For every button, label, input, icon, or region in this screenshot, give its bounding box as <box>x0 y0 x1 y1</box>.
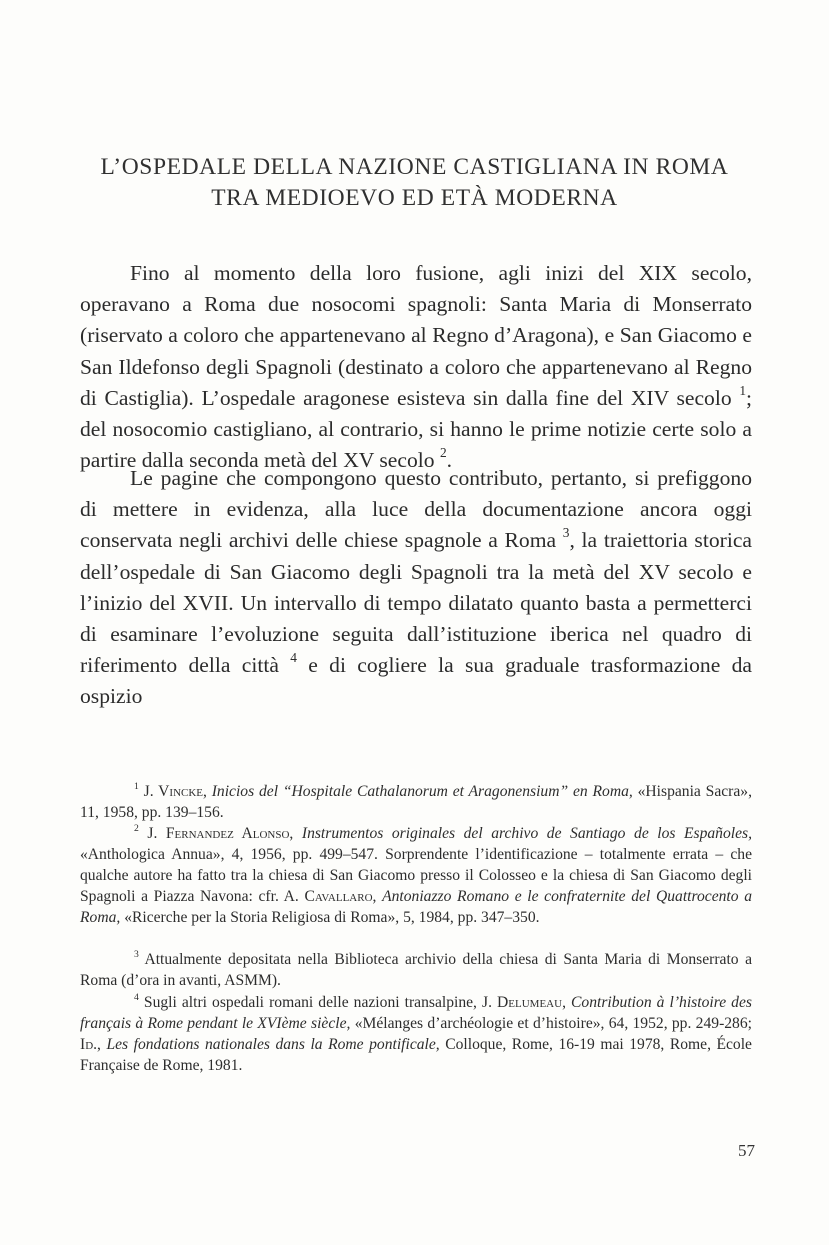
footnote-author: J. Vincke, <box>143 783 207 800</box>
footnote-number: 1 <box>134 780 139 792</box>
footnote-number: 3 <box>134 948 139 960</box>
footnote-text: Sugli altri ospedali romani delle nazioni transalpine, J. <box>143 994 498 1011</box>
paragraph-text: , la traiettoria storica dell’ospedale di San Giacomo degli Spagnoli tra la metà del XV secolo e l’inizio del XVII. Un intervallo di tempo dilatato quanto basta a permetterci di esaminare l’evoluzione seguita dall’istituzione iberica nel quadro di riferimento della città <box>80 528 752 678</box>
footnote-author: J. Fernandez Alonso, <box>147 825 294 842</box>
body-paragraph-1 <box>80 258 752 476</box>
chapter-title-line-1: L’OSPEDALE DELLA NAZIONE CASTIGLIANA IN ROMA <box>100 154 729 180</box>
footnote-title: Inicios del “Hospitale Cathalanorum et Aragonensium” en Roma, <box>211 783 633 800</box>
footnote-author: Cavallaro, <box>304 888 377 905</box>
footnote-4 <box>80 992 752 1076</box>
footnote-number: 2 <box>134 822 139 834</box>
footnote-3 <box>80 949 752 991</box>
paragraph-text: Fino al momento della loro fusione, agli inizi del XIX secolo, operavano a Roma due nosocomi spagnoli: Santa Maria di Monserrato (riservato a coloro che appartenevano al Regno d’Aragona), e San Giacomo e San Ildefonso degli Spagnoli (destinato a coloro che appartenevano al Regno di Castiglia). L’ospedale aragonese esisteva sin dalla fine del XIV secolo <box>80 261 752 410</box>
footnote-text: «Hispania Sacra», 11, 1958, pp. 139–156. <box>80 783 752 821</box>
footnote-ibid: Id., <box>80 1036 101 1053</box>
footnote-text: Attualmente depositata nella Biblioteca archivio della chiesa di Santa Maria di Monserrato a Roma (d’ora in avanti, ASMM). <box>80 951 752 989</box>
footnote-1 <box>80 781 752 823</box>
footnote-text: Colloque, Rome, 16-19 mai 1978, Rome, École Française de Rome, 1981. <box>80 1036 752 1074</box>
paragraph-text: e di cogliere la sua graduale trasformazione da ospizio <box>80 653 752 709</box>
footnote-text: «Mélanges d’archéologie et d’histoire», 64, 1952, pp. 249-286; <box>354 1015 752 1032</box>
footnote-title: Instrumentos originales del archivo de Santiago de los Españoles, <box>301 825 752 842</box>
body-paragraph-2 <box>80 463 752 713</box>
footnote-author: Delumeau, <box>497 994 566 1011</box>
footnote-number: 4 <box>134 991 139 1003</box>
footnote-ref-4: 4 <box>290 650 297 666</box>
paragraph-text: ; del nosocomio castigliano, al contrario, si hanno le prime notizie certe solo a partire dalla seconda metà del XV secolo <box>80 385 752 473</box>
paragraph-text: Le pagine che compongono questo contributo, pertanto, si prefiggono di mettere in evidenza, alla luce della documentazione ancora oggi conservata negli archivi delle chiese spagnole a Roma <box>80 466 752 553</box>
footnote-title: Antoniazzo Romano e le confraternite del Quattrocento a Roma, <box>80 888 752 926</box>
footnote-title: Contribution à l’histoire des français à Rome pendant le XVIème siècle, <box>80 994 752 1032</box>
footnote-text: «Ricerche per la Storia Religiosa di Roma», 5, 1984, pp. 347–350. <box>124 909 540 926</box>
footnote-ref-2: 2 <box>439 445 447 461</box>
chapter-title-line-2: TRA MEDIOEVO ED ETÀ MODERNA <box>211 185 618 211</box>
footnote-ref-1: 1 <box>739 382 746 398</box>
footnote-title: Les fondations nationales dans la Rome pontificale, <box>106 1036 440 1053</box>
footnote-2 <box>80 823 752 928</box>
footnote-ref-3: 3 <box>562 525 570 541</box>
page-number: 57 <box>738 1141 755 1160</box>
paragraph-text: . <box>446 448 453 473</box>
footnote-text: «Anthologica Annua», 4, 1956, pp. 499–547. Sorprendente l’identificazione – totalmente errata – che qualche autore ha fatto tra la chiesa di San Giacomo presso il Colosseo e la chiesa di San Giacomo degli Spagnoli a Piazza Navona: cfr. A. <box>80 846 752 905</box>
